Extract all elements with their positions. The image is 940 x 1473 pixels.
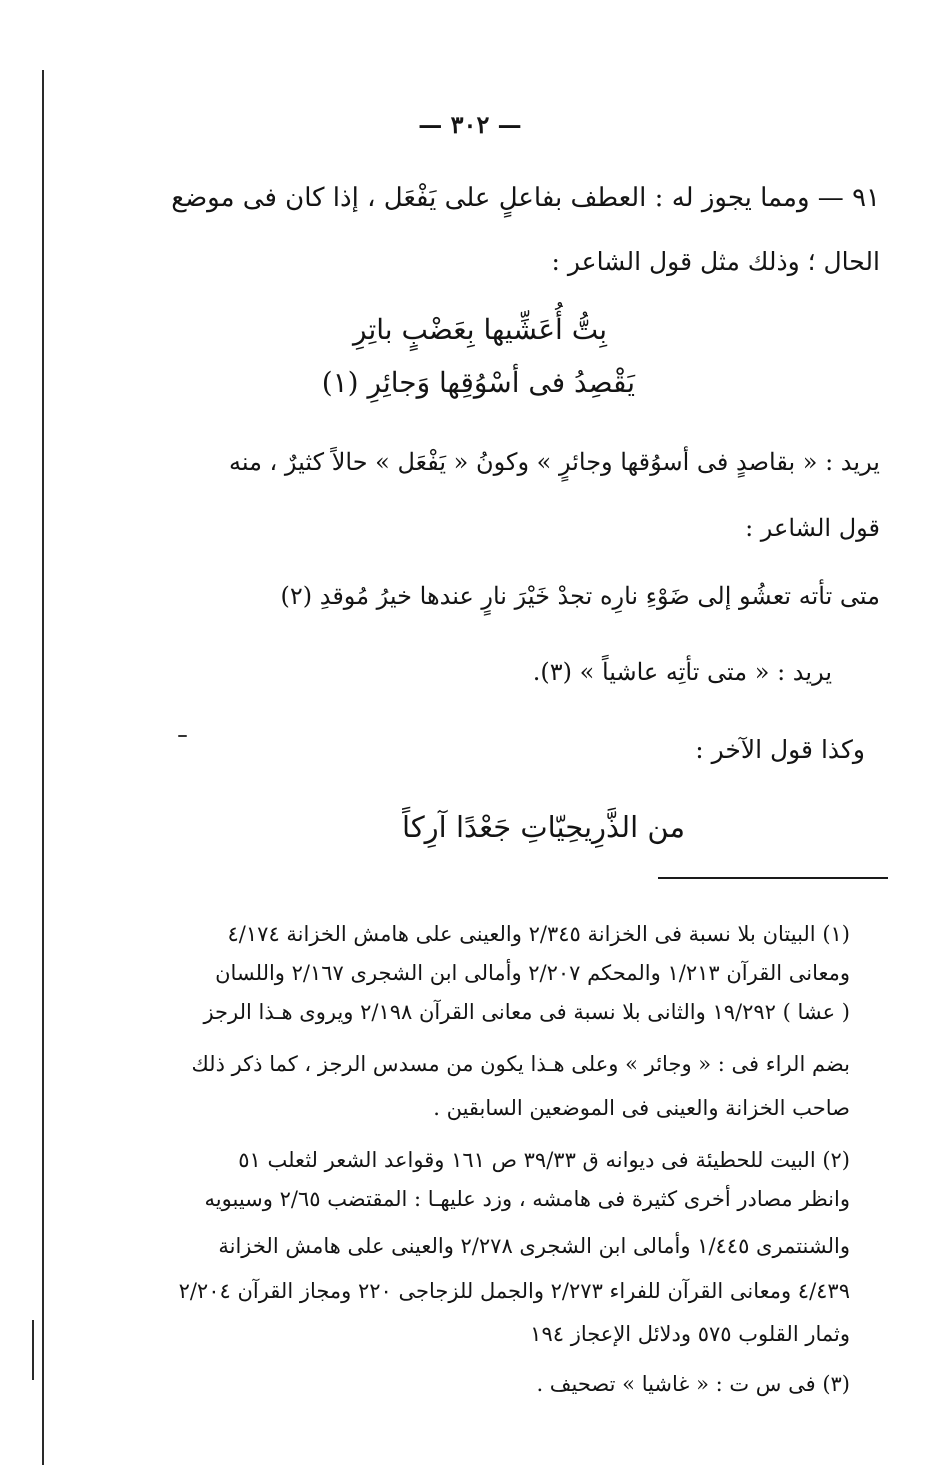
footnote-separator xyxy=(658,877,888,879)
footnote-3-line-1: (٣) فى س ت : « غاشيا » تصحيف . xyxy=(536,1372,850,1396)
verse-1-line-1: بِتُّ أُعَشِّيها بِعَضْبٍ باتِرِ xyxy=(353,313,607,346)
footnote-1-line-1: (١) البيتان بلا نسبة فى الخزانة ٢/٣٤٥ والعينى على هامش الخزانة ٤/١٧٤ xyxy=(227,922,850,946)
footnote-1-line-3: ( عشا ) ١٩/٢٩٢ والثانى بلا نسبة فى معانى القرآن ٢/١٩٨ ويروى هـذا الرجز xyxy=(203,1000,850,1024)
body-line-3: يريد : « بقاصدٍ فى أسوُقها وجائرٍ » وكونُ « يَفْعَل » حالاً كثيرٌ ، منه xyxy=(228,448,880,476)
verse-2: متى تأته تعشُو إلى ضَوْءِ نارِه تجدْ خَيْرَ نارٍ عندها خيرُ مُوقدِ (٢) xyxy=(280,582,880,610)
footnote-2-line-3: والشنتمرى ١/٤٤٥ وأمالى ابن الشجرى ٢/٢٧٨ والعينى على هامش الخزانة xyxy=(218,1234,850,1258)
body-line-4: قول الشاعر : xyxy=(745,514,880,542)
page-edge-rule xyxy=(42,70,44,1465)
footnote-1-line-4: بضم الراء فى : « وجائر » وعلى هـذا يكون من مسدس الرجز ، كما ذكر ذلك xyxy=(191,1052,850,1076)
footnote-1-line-5: صاحب الخزانة والعينى فى الموضعين السابقين . xyxy=(433,1096,850,1120)
footnote-2-line-2: وانظر مصادر أخرى كثيرة فى هامشه ، وزد عليهـا : المقتضب ٢/٦٥ وسيبويه xyxy=(204,1187,850,1211)
body-line-2: الحال ؛ وذلك مثل قول الشاعر : xyxy=(551,247,880,276)
page-number: — ٣٠٢ — xyxy=(418,110,522,139)
verse-1-line-2: يَقْصِدُ فى أسْوُقِها وَجائِرِ (١) xyxy=(321,366,635,399)
body-line-5: يريد : « متى تأتِه عاشياً » (٣). xyxy=(532,658,832,686)
body-line-1: ٩١ — ومما يجوز له : العطف بفاعلٍ على يَفْعَل ، إذا كان فى موضع xyxy=(171,183,880,213)
footnote-2-line-4: ٤/٤٣٩ ومعانى القرآن للفراء ٢/٢٧٣ والجمل للزجاجى ٢٢٠ ومجاز القرآن ٢/٢٠٤ xyxy=(178,1279,850,1303)
footnote-2-line-5: وثمار القلوب ٥٧٥ ودلائل الإعجاز ١٩٤ xyxy=(530,1322,850,1346)
body-line-6: وكذا قول الآخر : xyxy=(695,735,865,764)
footnote-1-line-2: ومعانى القرآن ١/٢١٣ والمحكم ٢/٢٠٧ وأمالى ابن الشجرى ٢/١٦٧ واللسان xyxy=(215,961,850,985)
scan-speck xyxy=(178,735,187,737)
page-edge-rule-secondary xyxy=(32,1320,34,1380)
footnote-2-line-1: (٢) البيت للحطيئة فى ديوانه ق ٣٩/٣٣ ص ١٦١ وقواعد الشعر لثعلب ٥١ xyxy=(238,1148,850,1172)
verse-3: من الذَّرِيحِيّاتِ جَعْدًا آرِكاً xyxy=(402,810,685,844)
